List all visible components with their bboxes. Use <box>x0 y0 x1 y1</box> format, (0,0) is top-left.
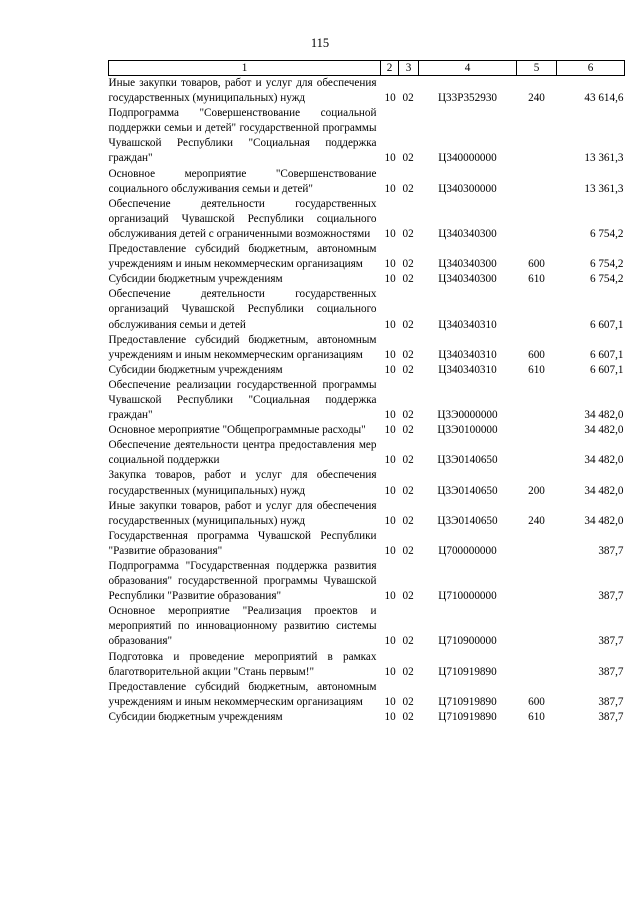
amount-cell: 34 482,0 <box>584 454 624 467</box>
header-cell: 1 <box>109 61 381 76</box>
table-row <box>109 272 625 287</box>
section-code-cell: 10 <box>384 258 396 271</box>
amount-cell: 387,7 <box>598 665 624 678</box>
table-row <box>109 423 625 438</box>
table-header-row <box>109 61 625 76</box>
subsection-code-cell: 02 <box>402 409 414 422</box>
expense-type-cell: 240 <box>528 514 545 527</box>
table-row <box>109 604 625 649</box>
amount-cell: 387,7 <box>598 544 624 557</box>
expense-type-cell: 610 <box>528 273 545 286</box>
table-row <box>109 650 625 680</box>
expense-type-cell <box>517 106 557 166</box>
row-name-cell: Подпрограмма "Совершенствование социальной поддержки семьи и детей" государственной программы Чувашской Республики "Социальная поддержка граждан" <box>108 107 377 165</box>
amount-cell: 6 754,2 <box>589 227 624 240</box>
target-article-cell: Ц340340300 <box>438 227 497 240</box>
target-article-cell: Ц3Э0140650 <box>437 484 498 497</box>
section-code-cell: 10 <box>384 363 396 376</box>
target-article-cell: Ц700000000 <box>438 544 497 557</box>
expense-type-cell <box>517 438 557 468</box>
amount-cell: 6 754,2 <box>589 258 624 271</box>
table-row <box>109 468 625 498</box>
target-article-cell: Ц340300000 <box>438 182 497 195</box>
expense-type-cell: 610 <box>528 710 545 723</box>
page-number: 115 <box>310 36 330 50</box>
table-row <box>109 167 625 197</box>
row-name-cell: Подпрограмма "Государственная поддержка развития образования" государственной программы Чувашской Республики "Развитие образования" <box>108 560 377 603</box>
subsection-code-cell: 02 <box>402 635 414 648</box>
expense-type-cell <box>517 423 557 438</box>
target-article-cell: Ц710000000 <box>438 590 497 603</box>
expense-type-cell <box>517 559 557 604</box>
table-row <box>109 333 625 363</box>
section-code-cell: 10 <box>384 695 396 708</box>
target-article-cell: Ц3Э0000000 <box>437 409 498 422</box>
header-cell: 4 <box>419 61 517 76</box>
amount-cell: 6 607,1 <box>589 318 624 331</box>
amount-cell: 13 361,3 <box>584 182 624 195</box>
expense-type-cell <box>517 287 557 332</box>
expense-type-cell: 240 <box>528 92 545 105</box>
row-name-cell: Основное мероприятие "Реализация проектов и мероприятий по инновационному развитию системы образования" <box>108 605 377 648</box>
section-code-cell: 10 <box>384 635 396 648</box>
row-name-cell: Иные закупки товаров, работ и услуг для обеспечения государственных (муниципальных) нужд <box>108 499 377 527</box>
subsection-code-cell: 02 <box>402 665 414 678</box>
amount-cell: 34 482,0 <box>584 514 624 527</box>
section-code-cell: 10 <box>384 92 396 105</box>
table-row <box>109 106 625 166</box>
section-code-cell: 10 <box>384 544 396 557</box>
section-code-cell: 10 <box>384 227 396 240</box>
row-name-cell: Иные закупки товаров, работ и услуг для обеспечения государственных (муниципальных) нужд <box>108 77 377 105</box>
amount-cell: 387,7 <box>598 590 624 603</box>
section-code-cell: 10 <box>384 514 396 527</box>
table-row <box>109 197 625 242</box>
target-article-cell: Ц3Э0140650 <box>437 454 498 467</box>
subsection-code-cell: 02 <box>402 363 414 376</box>
table-row <box>109 378 625 423</box>
target-article-cell: Ц340340300 <box>438 258 497 271</box>
table-row <box>109 499 625 529</box>
subsection-code-cell: 02 <box>402 348 414 361</box>
row-name-cell: Закупка товаров, работ и услуг для обеспечения государственных (муниципальных) нужд <box>108 469 377 497</box>
row-name-cell: Субсидии бюджетным учреждениям <box>108 273 283 286</box>
section-code-cell: 10 <box>384 182 396 195</box>
expense-type-cell: 600 <box>528 258 545 271</box>
section-code-cell: 10 <box>384 273 396 286</box>
row-name-cell: Подготовка и проведение мероприятий в рамках благотворительной акции "Стань первым!" <box>108 650 377 678</box>
subsection-code-cell: 02 <box>402 484 414 497</box>
table-row <box>109 680 625 710</box>
table-row <box>109 287 625 332</box>
amount-cell: 34 482,0 <box>584 409 624 422</box>
amount-cell: 34 482,0 <box>584 484 624 497</box>
header-cell: 2 <box>381 61 399 76</box>
subsection-code-cell: 02 <box>402 182 414 195</box>
budget-table <box>108 60 625 725</box>
section-code-cell: 10 <box>384 710 396 723</box>
section-code-cell: 10 <box>384 590 396 603</box>
subsection-code-cell: 02 <box>402 152 414 165</box>
subsection-code-cell: 02 <box>402 258 414 271</box>
target-article-cell: Ц710900000 <box>438 635 497 648</box>
target-article-cell: Ц340340310 <box>438 363 497 376</box>
target-article-cell: Ц340340310 <box>438 348 497 361</box>
table-row <box>109 438 625 468</box>
amount-cell: 34 482,0 <box>584 424 624 437</box>
expense-type-cell <box>517 197 557 242</box>
row-name-cell: Обеспечение реализации государственной программы Чувашской Республики "Социальная поддержка граждан" <box>108 378 377 422</box>
amount-cell: 6 754,2 <box>589 273 624 286</box>
expense-type-cell <box>517 604 557 649</box>
section-code-cell: 10 <box>384 424 396 437</box>
amount-cell: 13 361,3 <box>584 152 624 165</box>
expense-type-cell: 610 <box>528 363 545 376</box>
expense-type-cell: 600 <box>528 348 545 361</box>
subsection-code-cell: 02 <box>402 92 414 105</box>
section-code-cell: 10 <box>384 484 396 497</box>
amount-cell: 6 607,1 <box>589 348 624 361</box>
amount-cell: 43 614,6 <box>584 92 624 105</box>
target-article-cell: Ц710919890 <box>438 695 497 708</box>
target-article-cell: Ц340340300 <box>438 273 497 286</box>
amount-cell: 387,7 <box>598 695 624 708</box>
table-row <box>109 242 625 272</box>
expense-type-cell <box>517 378 557 423</box>
target-article-cell: Ц340340310 <box>438 318 497 331</box>
row-name-cell: Обеспечение деятельности центра предоставления мер социальной поддержки <box>108 439 377 467</box>
subsection-code-cell: 02 <box>402 695 414 708</box>
section-code-cell: 10 <box>384 318 396 331</box>
row-name-cell: Обеспечение деятельности государственных организаций Чувашской Республики социального обслуживания детей с ограниченными возможностями <box>108 197 377 240</box>
section-code-cell: 10 <box>384 348 396 361</box>
target-article-cell: Ц33Р352930 <box>437 92 498 105</box>
expense-type-cell: 600 <box>528 695 545 708</box>
row-name-cell: Государственная программа Чувашской Республики "Развитие образования" <box>108 529 377 557</box>
row-name-cell: Предоставление субсидий бюджетным, автономным учреждениям и иным некоммерческим организациям <box>108 680 377 708</box>
table-row <box>109 710 625 725</box>
table-row <box>109 76 625 107</box>
row-name-cell: Субсидии бюджетным учреждениям <box>108 710 283 723</box>
header-cell: 5 <box>517 61 557 76</box>
header-cell: 6 <box>557 61 625 76</box>
expense-type-cell <box>517 167 557 197</box>
table-row <box>109 363 625 378</box>
subsection-code-cell: 02 <box>402 424 414 437</box>
target-article-cell: Ц3Э0100000 <box>437 424 498 437</box>
subsection-code-cell: 02 <box>402 454 414 467</box>
row-name-cell: Основное мероприятие "Совершенствование социального обслуживания семьи и детей" <box>108 167 377 195</box>
section-code-cell: 10 <box>384 409 396 422</box>
section-code-cell: 10 <box>384 454 396 467</box>
subsection-code-cell: 02 <box>402 318 414 331</box>
amount-cell: 387,7 <box>598 710 624 723</box>
expense-type-cell <box>517 650 557 680</box>
subsection-code-cell: 02 <box>402 544 414 557</box>
table-row <box>109 529 625 559</box>
subsection-code-cell: 02 <box>402 273 414 286</box>
target-article-cell: Ц3Э0140650 <box>437 514 498 527</box>
subsection-code-cell: 02 <box>402 590 414 603</box>
target-article-cell: Ц710919890 <box>438 665 497 678</box>
row-name-cell: Основное мероприятие "Общепрограммные расходы" <box>108 424 366 437</box>
row-name-cell: Субсидии бюджетным учреждениям <box>108 363 283 376</box>
section-code-cell: 10 <box>384 665 396 678</box>
row-name-cell: Обеспечение деятельности государственных организаций Чувашской Республики социального обслуживания семьи и детей <box>108 288 377 331</box>
subsection-code-cell: 02 <box>402 514 414 527</box>
expense-type-cell: 200 <box>528 484 545 497</box>
subsection-code-cell: 02 <box>402 227 414 240</box>
header-cell: 3 <box>399 61 419 76</box>
target-article-cell: Ц710919890 <box>438 710 497 723</box>
subsection-code-cell: 02 <box>402 710 414 723</box>
row-name-cell: Предоставление субсидий бюджетным, автономным учреждениям и иным некоммерческим организациям <box>108 333 377 361</box>
amount-cell: 6 607,1 <box>589 363 624 376</box>
amount-cell: 387,7 <box>598 635 624 648</box>
target-article-cell: Ц340000000 <box>438 152 497 165</box>
section-code-cell: 10 <box>384 152 396 165</box>
table-row <box>109 559 625 604</box>
expense-type-cell <box>517 529 557 559</box>
row-name-cell: Предоставление субсидий бюджетным, автономным учреждениям и иным некоммерческим организациям <box>108 243 377 271</box>
